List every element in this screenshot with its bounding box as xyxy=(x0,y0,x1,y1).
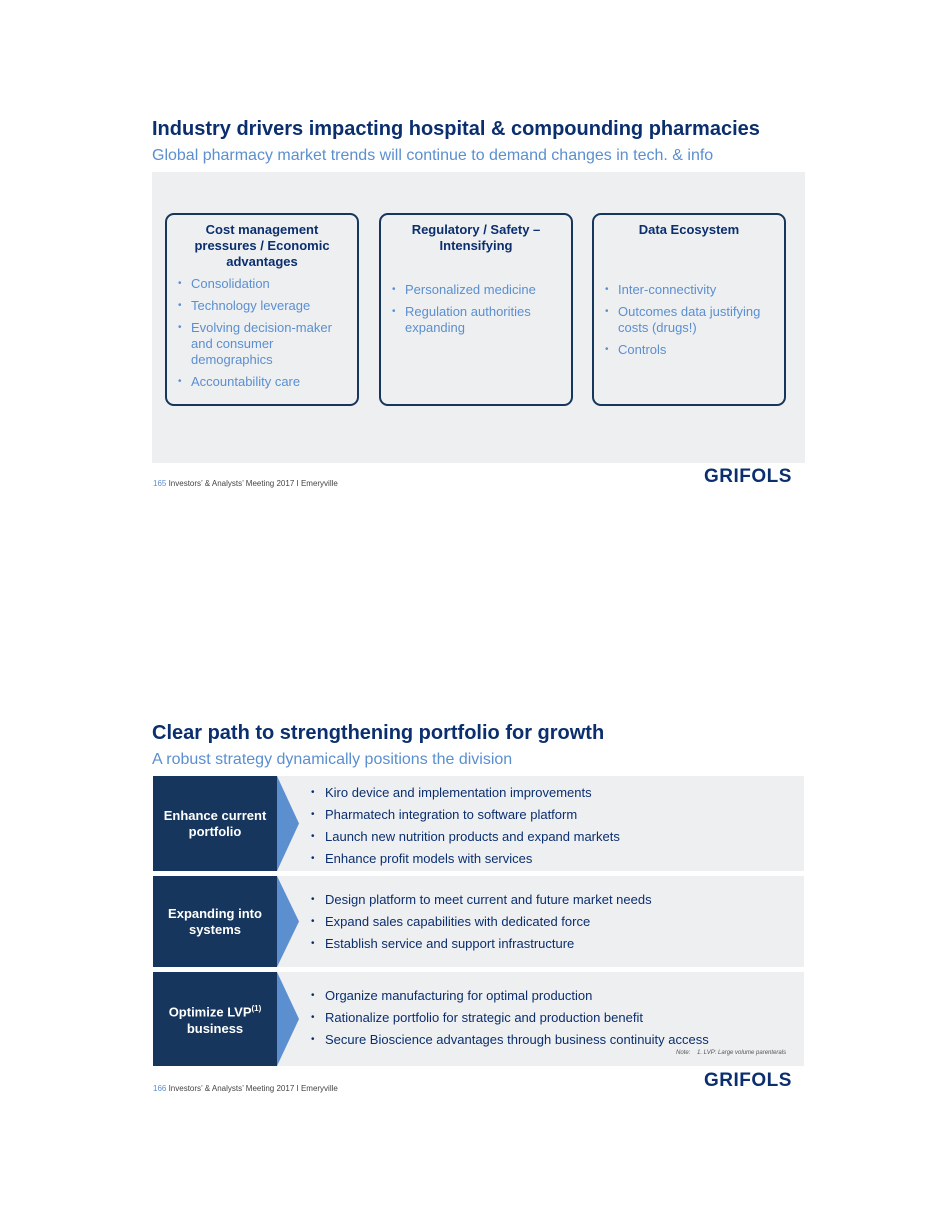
list-item: • Design platform to meet current and future market needs xyxy=(307,892,804,908)
grifols-logo: GRIFOLS xyxy=(704,1070,792,1091)
list-item: • Regulation authorities expanding xyxy=(389,304,563,336)
list-item: • Enhance profit models with services xyxy=(307,851,804,867)
row-label-text xyxy=(169,1001,262,1036)
card-cost-management xyxy=(165,213,359,406)
row-body xyxy=(307,876,804,967)
chevron-arrow-icon xyxy=(277,972,307,1066)
list-item: • Personalized medicine xyxy=(389,282,563,298)
page-number: 165 xyxy=(153,479,167,488)
footnote-label: Note: xyxy=(676,1050,691,1056)
list-item: • Evolving decision-maker and consumer demographics xyxy=(175,320,349,368)
list-item: • Establish service and support infrastructure xyxy=(307,936,804,952)
slide2-subtitle: A robust strategy dynamically positions the division xyxy=(152,751,513,768)
row-label-text: Expanding into systems xyxy=(168,905,262,937)
strategy-row-enhance xyxy=(153,776,804,871)
list-item: • Pharmatech integration to software platform xyxy=(307,807,804,823)
grifols-logo: GRIFOLS xyxy=(704,466,792,487)
footer-text: Investors’ & Analysts’ Meeting 2017 I Emeryville xyxy=(166,1084,338,1093)
list-item: • Launch new nutrition products and expand markets xyxy=(307,829,804,845)
slide2-title: Clear path to strengthening portfolio for growth xyxy=(152,722,605,744)
card-heading: Cost management pressures / Economic advantages xyxy=(194,222,330,269)
list-item: • Rationalize portfolio for strategic and production benefit xyxy=(307,1010,804,1026)
row-label xyxy=(153,972,277,1066)
strategy-row-expanding xyxy=(153,876,804,967)
list-item: • Kiro device and implementation improvements xyxy=(307,785,804,801)
list-item: • Secure Bioscience advantages through business continuity access xyxy=(307,1032,804,1048)
card-heading: Data Ecosystem xyxy=(638,222,740,237)
footer-text: Investors’ & Analysts’ Meeting 2017 I Emeryville xyxy=(166,479,338,488)
footnote-text: 1. LVP: Large volume parenterals xyxy=(697,1050,787,1056)
list-item: • Technology leverage xyxy=(175,298,349,314)
list-item: • Inter-connectivity xyxy=(602,282,776,298)
row-label-line1: Optimize LVP xyxy=(168,1004,252,1020)
row-body xyxy=(307,776,804,871)
footnote-marker: (1) xyxy=(251,1004,262,1014)
chevron-arrow-icon xyxy=(277,876,307,967)
slide1-panel xyxy=(152,172,805,463)
card-regulatory-safety xyxy=(379,213,573,406)
footnote xyxy=(676,1050,786,1056)
row-label-text: Enhance current portfolio xyxy=(163,807,267,839)
row-label-line2: business xyxy=(186,1020,244,1036)
slide1-subtitle: Global pharmacy market trends will continue to demand changes in tech. & info xyxy=(152,147,714,164)
slide1-title: Industry drivers impacting hospital & compounding pharmacies xyxy=(152,118,760,140)
page-number: 166 xyxy=(153,1084,167,1093)
list-item: • Outcomes data justifying costs (drugs!) xyxy=(602,304,776,336)
list-item: • Expand sales capabilities with dedicated force xyxy=(307,914,804,930)
row-label xyxy=(153,776,277,871)
slide1-footer xyxy=(153,479,338,488)
list-item: • Accountability care xyxy=(175,374,349,390)
card-data-ecosystem xyxy=(592,213,786,406)
list-item: • Consolidation xyxy=(175,276,349,292)
chevron-arrow-icon xyxy=(277,776,307,871)
list-item: • Organize manufacturing for optimal production xyxy=(307,988,804,1004)
list-item: • Controls xyxy=(602,342,776,358)
row-label xyxy=(153,876,277,967)
card-heading: Regulatory / Safety – Intensifying xyxy=(411,222,541,253)
slide2-footer xyxy=(153,1084,338,1093)
